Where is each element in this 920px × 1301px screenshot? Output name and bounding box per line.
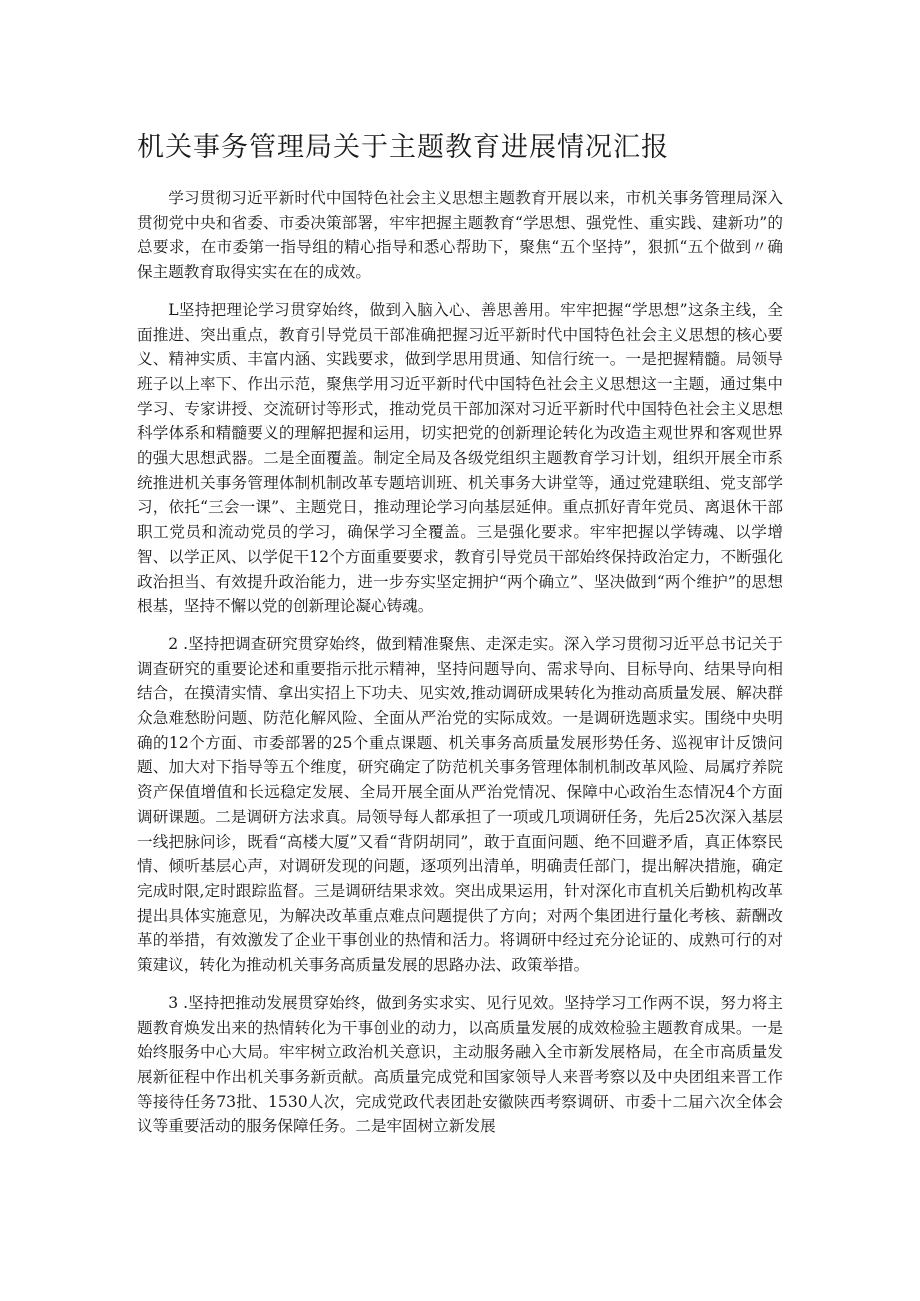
document-title: 机关事务管理局关于主题教育进展情况汇报 [137, 132, 669, 163]
section-2-paragraph: 2 .坚持把调查研究贯穿始终，做到精准聚焦、走深走实。深入学习贯彻习近平总书记关于调查研究的重要论述和重要指示批示精神，坚持问题导向、需求导向、目标导向、结果导向相结合，在摸清实情、拿出实招上下功夫、见实效,推动调研成果转化为推动高质量发展、解决群众急难愁盼问题、防范化解风险、全面从严治党的实际成效。一是调研选题求实。围绕中央明确的12个方面、市委部署的25个重点课题、机关事务高质量发展形势任务、巡视审计反馈问题、加大对下指导等五个维度，研究确定了防范机关事务管理体制机制改革风险、局属疗养院资产保值增值和长远稳定发展、全局开展全面从严治党情况、保障中心政治生态情况4个方面调研课题。二是调研方法求真。局领导每人都承担了一项或几项调研任务，先后25次深入基层一线把脉问诊，既看“高楼大厦”又看“背阴胡同”，敢于直面问题、绝不回避矛盾，真正体察民情、倾听基层心声，对调研发现的问题，逐项列出清单，明确责任部门，提出解决措施，确定完成时限,定时跟踪监督。三是调研结果求效。突出成果运用，针对深化市直机关后勤机构改革提出具体实施意见，为解决改革重点难点问题提供了方向；对两个集团进行量化考核、薪酬改革的举措，有效激发了企业干事创业的热情和活力。将调研中经过充分论证的、成熟可行的对策建议，转化为推动机关事务高质量发展的思路办法、政策举措。 [137, 634, 783, 975]
intro-paragraph: 学习贯彻习近平新时代中国特色社会主义思想主题教育开展以来，市机关事务管理局深入贯彻党中央和省委、市委决策部署，牢牢把握主题教育“学思想、强党性、重实践、建新功”的总要求，在市委第一指导组的精心指导和悉心帮助下，聚焦“五个坚持”，狠抓“五个做到〃确保主题教育取得实实在在的成效。 [137, 189, 783, 282]
section-3-paragraph: 3 .坚持把推动发展贯穿始终，做到务实求实、见行见效。坚持学习工作两不误，努力将主题教育焕发出来的热情转化为干事创业的动力，以高质量发展的成效检验主题教育成果。一是始终服务中心大局。牢牢树立政治机关意识，主动服务融入全市新发展格局，在全市高质量发展新征程中作出机关事务新贡献。高质量完成党和国家领导人来晋考察以及中央团组来晋工作等接待任务73批、1530人次，完成党政代表团赴安徽陕西考察调研、市委十二届六次全体会议等重要活动的服务保障任务。二是牢固树立新发展 [137, 993, 783, 1136]
section-1-paragraph: L坚持把理论学习贯穿始终，做到入脑入心、善思善用。牢牢把握“学思想”这条主线，全面推进、突出重点，教育引导党员干部准确把握习近平新时代中国特色社会主义思想的核心要义、精神实质、丰富内涵、实践要求，做到学思用贯通、知信行统一。一是把握精髓。局领导班子以上率下、作出示范，聚焦学用习近平新时代中国特色社会主义思想这一主题，通过集中学习、专家讲授、交流研讨等形式，推动党员干部加深对习近平新时代中国特色社会主义思想科学体系和精髓要义的理解把握和运用，切实把党的创新理论转化为改造主观世界和客观世界的强大思想武器。二是全面覆盖。制定全局及各级党组织主题教育学习计划，组织开展全市系统推进机关事务管理体制机制改革专题培训班、机关事务大讲堂等，通过党建联组、党支部学习，依托“三会一课”、主题党日，推动理论学习向基层延伸。重点抓好青年党员、离退休干部职工党员和流动党员的学习，确保学习全覆盖。三是强化要求。牢牢把握以学铸魂、以学增智、以学正风、以学促干12个方面重要要求，教育引导党员干部始终保持政治定力，不断强化政治担当、有效提升政治能力，进一步夯实坚定拥护“两个确立”、坚决做到“两个维护”的思想根基，坚持不懈以党的创新理论凝心铸魂。 [137, 300, 783, 616]
